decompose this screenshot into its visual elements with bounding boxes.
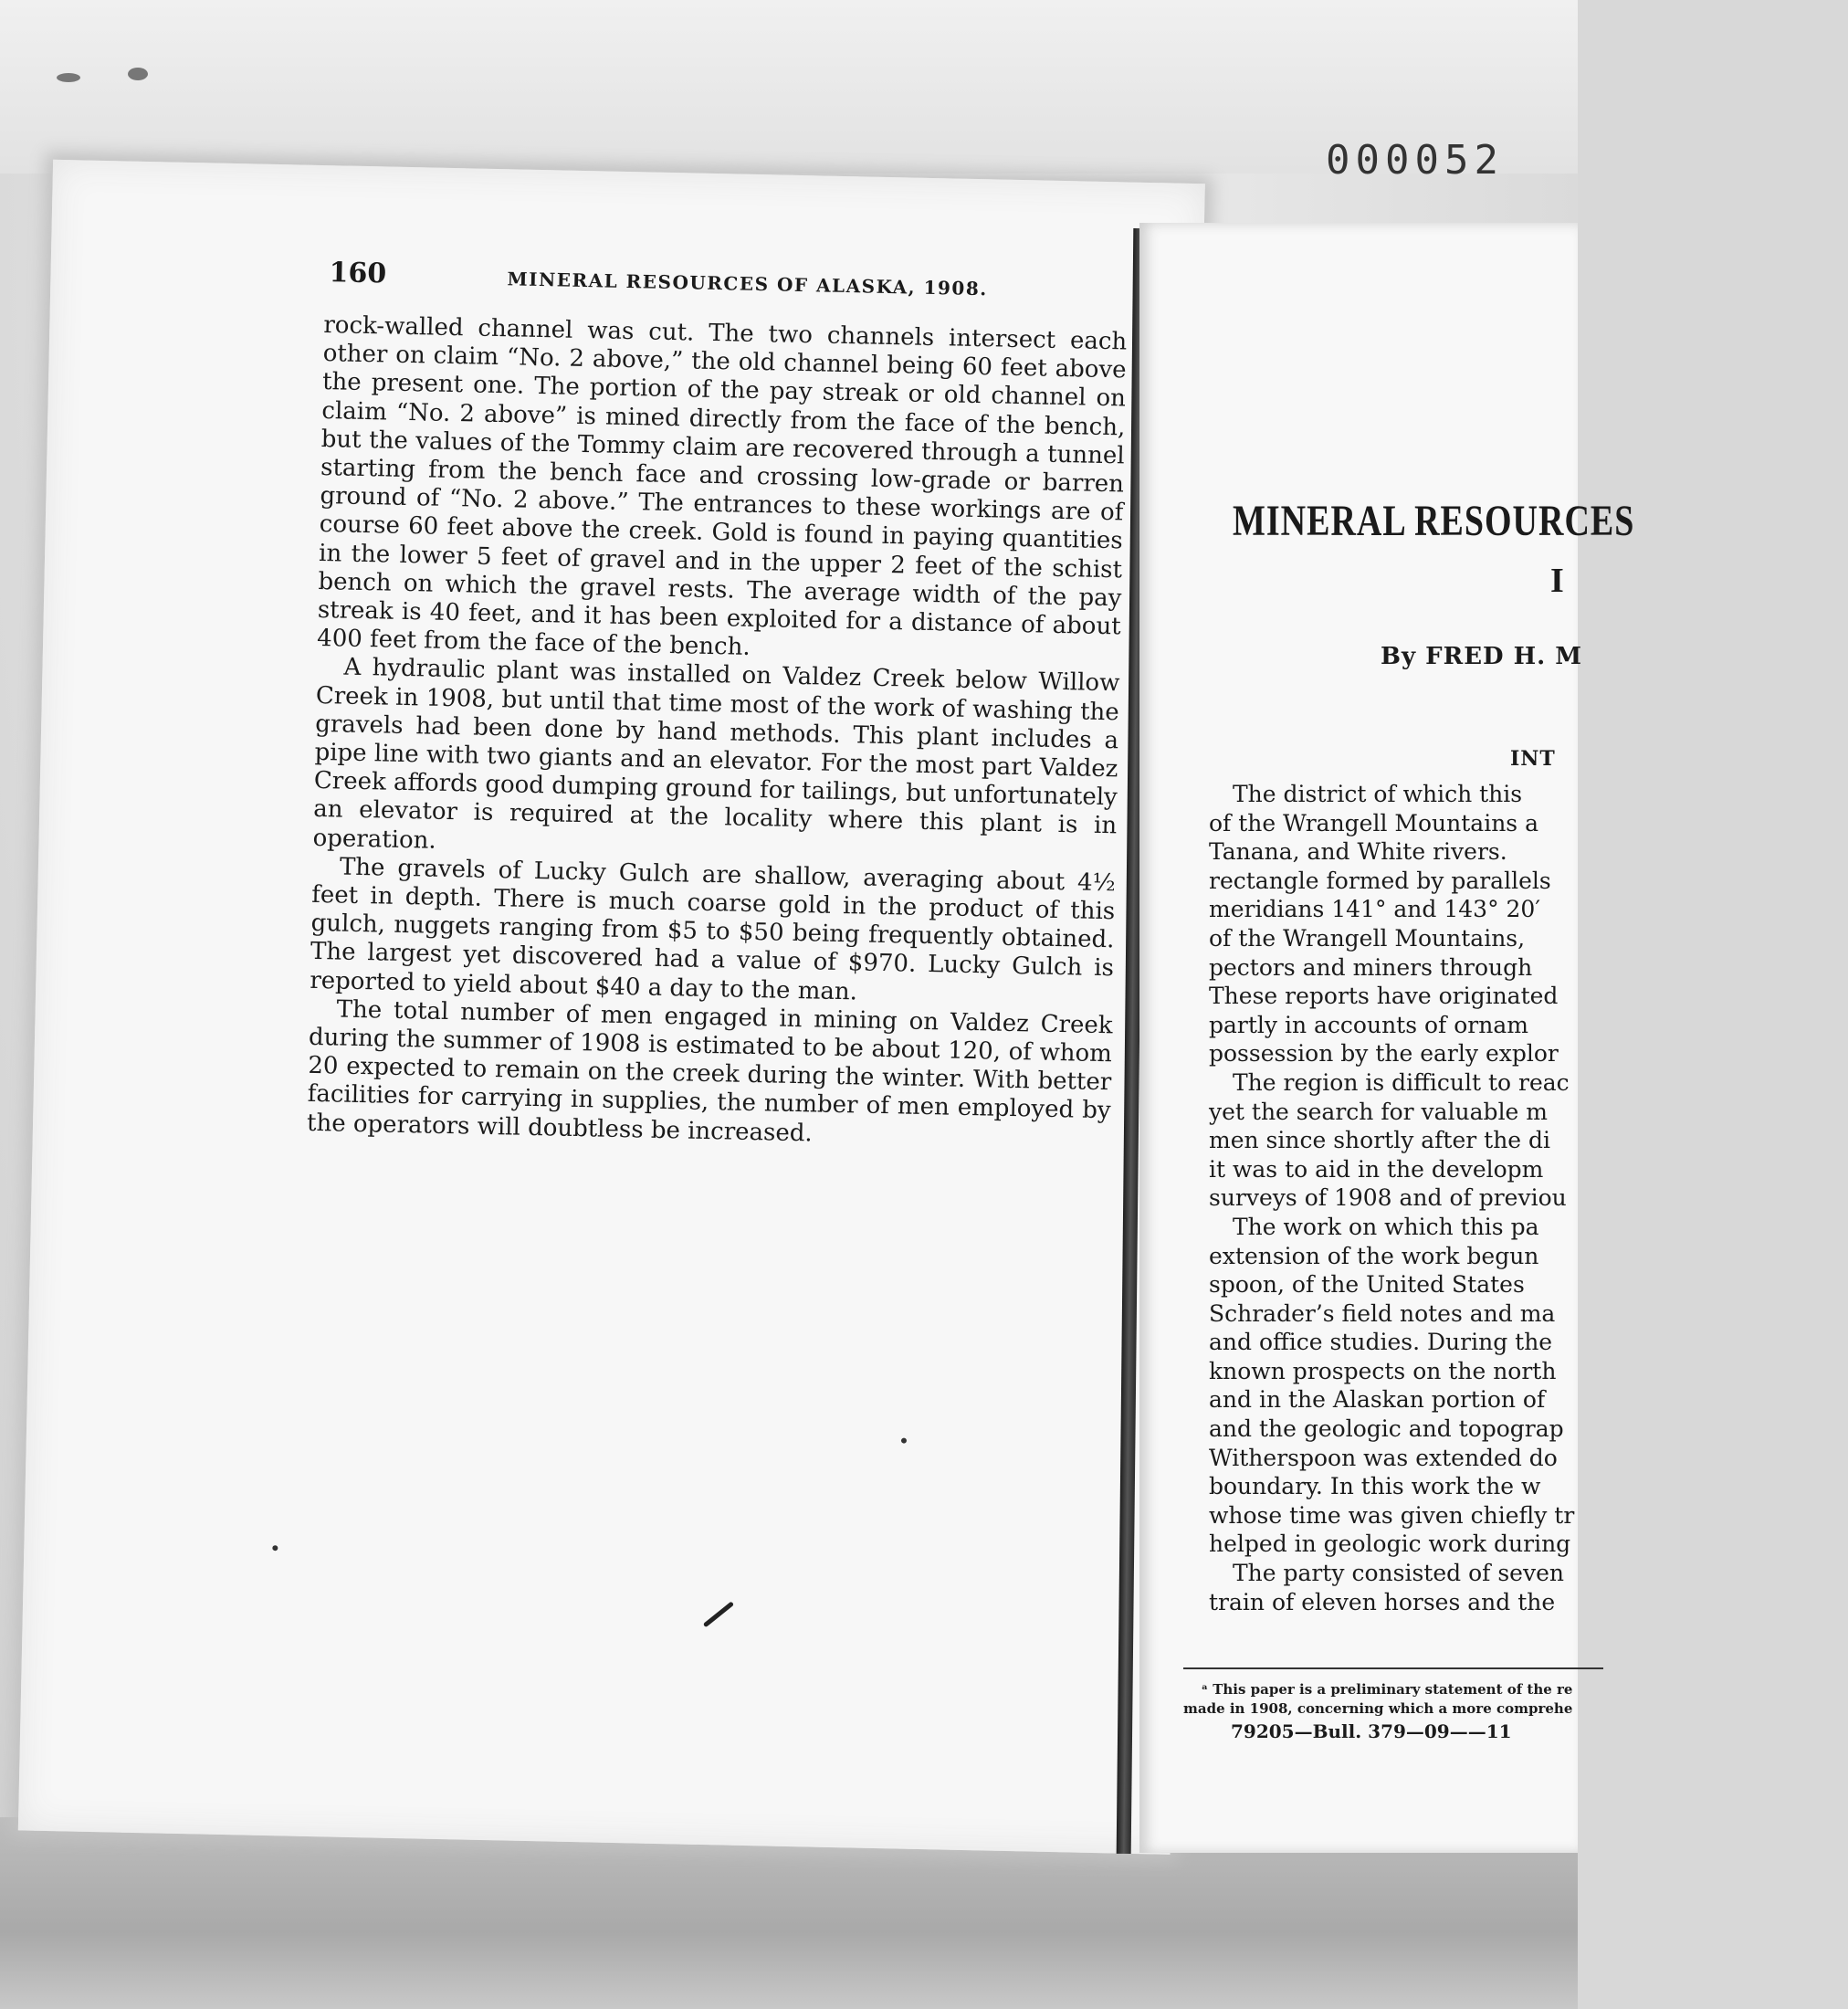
text-line: and in the Alaskan portion of [1209, 1386, 1546, 1414]
smudge-mark [128, 68, 148, 80]
text-line: and the geologic and topograp [1209, 1415, 1564, 1443]
text-line: helped in geologic work during [1209, 1530, 1571, 1558]
bates-stamp-number: 000052 [1326, 137, 1504, 184]
author-line: By FRED H. M [1381, 643, 1583, 670]
text-line: train of eleven horses and the [1209, 1588, 1556, 1615]
text-line: Witherspoon was extended do [1209, 1444, 1558, 1471]
page-header [329, 257, 1097, 310]
text-line: it was to aid in the developm [1209, 1155, 1544, 1183]
text-line: whose time was given chiefly tr [1209, 1501, 1575, 1529]
footnote-line: made in 1908, concerning which a more comprehe [1183, 1700, 1573, 1717]
speck-mark [272, 1545, 278, 1551]
right-page-body [1209, 780, 1848, 1616]
text-line: These reports have originated [1209, 983, 1559, 1010]
text-line: The district of which this [1233, 781, 1523, 807]
footnote-rule [1183, 1667, 1603, 1669]
text-line: of the Wrangell Mountains a [1209, 809, 1538, 836]
page-footer: 79205—Bull. 379—09——11 [1231, 1720, 1512, 1742]
chapter-title-line2: I [1550, 562, 1564, 600]
text-line: possession by the early explor [1209, 1040, 1559, 1068]
text-line: pectors and miners through [1209, 953, 1533, 981]
left-page [18, 160, 1205, 1855]
text-line: extension of the work begun [1209, 1242, 1539, 1269]
footnote [1183, 1680, 1822, 1719]
speck-mark [901, 1438, 907, 1444]
paragraph: A hydraulic plant was installed on Valdez Creek below Willow Creek in 1908, but until that time most of the work of washing the gravels had been done by hand methods. This plant includes a pipe line with two giants and an elevator. For the most part Valdez Creek affords good dumping ground for tailings, but unfortunately an elevator is required at the locality where this plant is in operation. [312, 654, 1120, 855]
text-line: and office studies. During the [1209, 1329, 1553, 1356]
paragraph: The total number of men engaged in mining on Valdez Creek during the summer of 1908 is estimated to be about 120, of whom 20 expected to remain on the creek during the winter. With better facilities for carrying in supplies, the number of men employed by the operators will doubtless be increased. [306, 995, 1113, 1148]
text-line: of the Wrangell Mountains, [1209, 924, 1526, 952]
text-line: men since shortly after the di [1209, 1127, 1551, 1154]
text-line: The party consisted of seven [1233, 1560, 1564, 1587]
paragraph: rock-walled channel was cut. The two channels intersect each other on claim “No. 2 above,” the old channel being 60 feet above the present one. The portion of the pay streak or old channel on claim “No. 2 above” is mined directly from the face of the bench, but the values of the Tommy claim are recovered through a tunnel starting from the bench face and crossing low-grade or barren ground of “No. 2 above.” The entrances to these workings are of course 60 feet above the creek. Gold is found in paying quantities in the lower 5 feet of gravel and in the upper 2 feet of the schist bench on which the gravel rests. The average width of the pay streak is 40 feet, and it has been exploited for a distance of about 400 feet from the face of the bench. [316, 311, 1128, 662]
text-line: The region is difficult to reac [1233, 1068, 1570, 1096]
text-line: Schrader’s field notes and ma [1209, 1299, 1556, 1327]
page-number: 160 [329, 257, 387, 290]
text-line: known prospects on the north [1209, 1357, 1557, 1384]
text-line: rectangle formed by parallels [1209, 867, 1551, 894]
smudge-mark [57, 73, 80, 82]
paragraph: The gravels of Lucky Gulch are shallow, averaging about 4½ feet in depth. There is much coarse gold in the product of this gulch, nuggets ranging from $5 to $50 being frequently obtained. The largest yet discovered had a value of $970. Lucky Gulch is reported to yield about $40 a day to the man. [310, 853, 1117, 1006]
section-heading: INT [1510, 747, 1556, 771]
running-head: MINERAL RESOURCES OF ALASKA, 1908. [507, 268, 988, 300]
text-line: yet the search for valuable m [1209, 1098, 1549, 1125]
text-line: Tanana, and White rivers. [1209, 838, 1507, 866]
text-line: spoon, of the United States [1209, 1271, 1525, 1299]
chapter-title: MINERAL RESOURCES [1233, 497, 1635, 546]
text-line: surveys of 1908 and of previou [1209, 1184, 1567, 1212]
text-line: The work on which this pa [1233, 1213, 1539, 1240]
footnote-line: ᵃ This paper is a preliminary statement of the re [1202, 1681, 1573, 1698]
text-line: meridians 141° and 143° 20′ [1209, 896, 1541, 923]
right-page [1139, 223, 1635, 1853]
pen-mark [703, 1601, 734, 1627]
text-line: partly in accounts of ornam [1209, 1011, 1528, 1038]
text-line: boundary. In this work the w [1209, 1473, 1541, 1500]
body-text [307, 311, 1128, 1154]
